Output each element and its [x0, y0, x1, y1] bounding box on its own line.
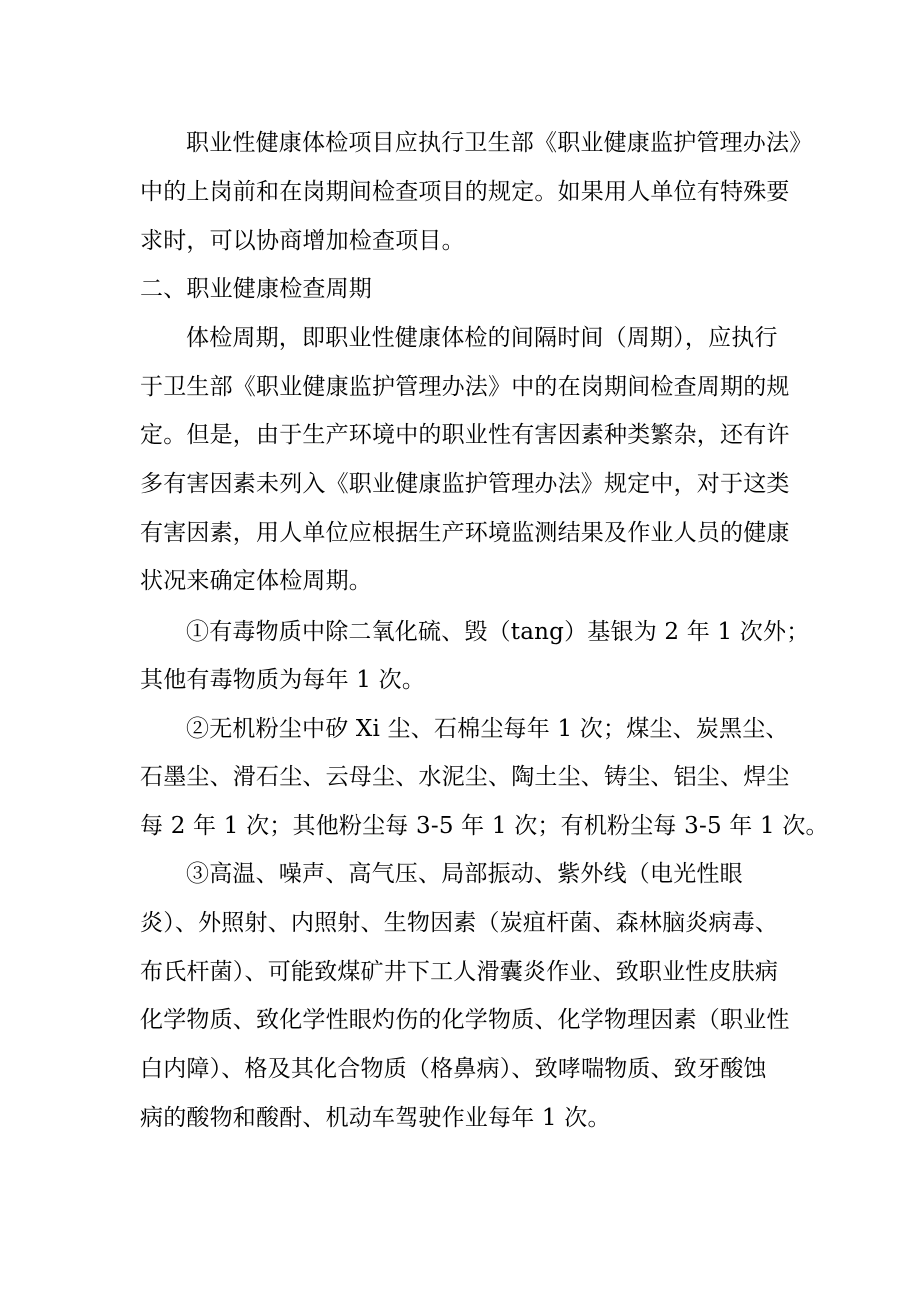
paragraph-2-line-2: 于卫生部《职业健康监护管理办法》中的在岗期间检查周期的规	[140, 374, 790, 400]
paragraph-2-line-1: 体检周期，即职业性健康体检的间隔时间（周期），应执行	[186, 325, 778, 351]
paragraph-1-line-3: 求时，可以协商增加检查项目。	[140, 228, 465, 254]
paragraph-2-line-3: 定。但是，由于生产环境中的职业性有害因素种类繁杂，还有许	[140, 422, 790, 448]
paragraph-1-line-1: 职业性健康体检项目应执行卫生部《职业健康监护管理办法》	[186, 130, 813, 156]
paragraph-2-line-4: 多有害因素未列入《职业健康监护管理办法》规定中，对于这类	[140, 471, 790, 497]
item-2-line-1: ②无机粉尘中矽 Xi 尘、石棉尘每年 1 次；煤尘、炭黑尘、	[186, 716, 789, 742]
item-3-line-4: 化学物质、致化学性眼灼伤的化学物质、化学物理因素（职业性	[140, 1007, 790, 1033]
item-2-line-2: 石墨尘、滑石尘、云母尘、水泥尘、陶土尘、铸尘、铝尘、焊尘	[140, 764, 790, 790]
item-1-line-1: ①有毒物质中除二氧化硫、毁（tang）基银为 2 年 1 次外；	[186, 619, 810, 645]
item-3-line-2: 炎）、外照射、内照射、生物因素（炭疽杆菌、森林脑炎病毒、	[140, 910, 779, 936]
item-2-line-3: 每 2 年 1 次；其他粉尘每 3-5 年 1 次；有机粉尘每 3-5 年 1 次。	[140, 813, 829, 839]
paragraph-2-line-5: 有害因素，用人单位应根据生产环境监测结果及作业人员的健康	[140, 520, 790, 546]
paragraph-2-line-6: 状况来确定体检周期。	[140, 568, 372, 594]
section-heading: 二、职业健康检查周期	[140, 276, 372, 302]
item-3-line-6: 病的酸物和酸酎、机动车驾驶作业每年 1 次。	[140, 1105, 611, 1131]
item-3-line-1: ③高温、噪声、高气压、局部振动、紫外线（电光性眼	[186, 861, 743, 887]
item-1-line-2: 其他有毒物质为每年 1 次。	[140, 667, 426, 693]
item-3-line-5: 白内障）、格及其化合物质（格鼻病）、致哮喘物质、致牙酸蚀	[140, 1056, 767, 1082]
item-3-line-3: 布氏杆菌）、可能致煤矿井下工人滑囊炎作业、致职业性皮肤病	[140, 959, 779, 985]
paragraph-1-line-2: 中的上岗前和在岗期间检查项目的规定。如果用人单位有特殊要	[140, 179, 790, 205]
